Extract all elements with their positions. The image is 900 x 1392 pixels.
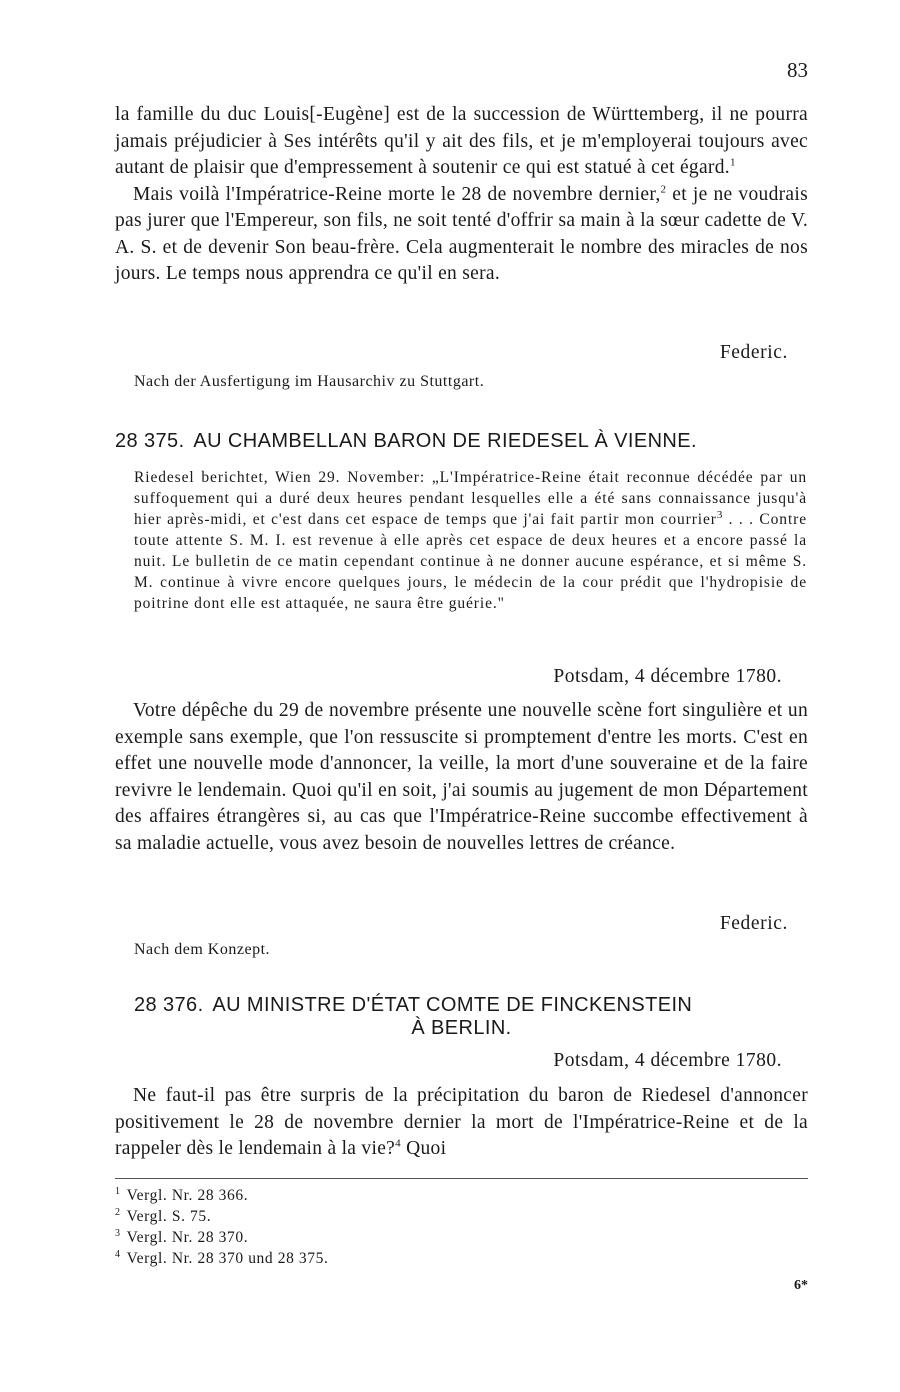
footnote-text: Vergl. Nr. 28 370 und 28 375. — [126, 1250, 329, 1267]
summary-text: Riedesel berichtet, Wien 29. November: „L'Impératrice-Reine était reconnue décédée par un suffoquement qui a duré deux heures pendant lesquelles elle a été sans connaissance jusqu'à hier après-midi, et c'est dans cet espace de temps que j'ai fait partir mon courrier — [134, 469, 807, 528]
page-number: 83 — [787, 58, 808, 82]
paragraph-text: Ne faut-il pas être surpris de la précipitation du baron de Riedesel d'annoncer positivement le 28 de novembre dernier la mort de l'Impératrice-Reine et de la rappeler dès le lendemain à la vie? — [115, 1085, 808, 1159]
footnote-text: Vergl. S. 75. — [126, 1208, 212, 1225]
report-summary — [134, 467, 807, 614]
paragraph — [115, 102, 808, 182]
letter-body — [115, 698, 808, 857]
letter-heading — [115, 994, 808, 1040]
footnote — [115, 1185, 328, 1206]
footnote-text: Vergl. Nr. 28 366. — [126, 1187, 249, 1204]
paragraph: Votre dépêche du 29 de novembre présente une nouvelle scène fort singulière et un exemple sans exemple, que l'on ressuscite si promptement d'entre les morts. C'est en effet une nouvelle mode d'annoncer, la veille, la mort d'une souveraine et de la faire revivre le lendemain. Quoi qu'il en soit, j'ai soumis au jugement de mon Département des affaires étrangères si, au cas que l'Impératrice-Reine succombe effectivement à sa maladie actuelle, vous avez besoin de nouvelles lettres de créance. — [115, 700, 808, 854]
paragraph — [115, 1083, 808, 1163]
signature: Federic. — [719, 913, 788, 934]
opening-text-block — [115, 102, 808, 288]
letter-title-line2: À BERLIN. — [411, 1017, 512, 1039]
summary-text: . . . Contre toute attente S. M. I. est revenue à elle après cet espace de deux heures et a encore passé la nuit. Le bulletin de ce matin cependant continue à ne donner aucune espérance, et si même S. M. continue à vivre encore quelques jours, le médecin de la cour prédit que l'hydropisie de poitrine dont elle est attaquée, ne saura être guérie." — [134, 511, 808, 612]
paragraph-text: la famille du duc Louis[-Eugène] est de la succession de Württemberg, il ne pourra jamais préjudicier à Ses intérêts qu'il y ait des fils, et je m'employerai toujours avec autant de plaisir que d'empressement à soutenir ce qui est statué à cet égard. — [115, 104, 808, 178]
footnote-ref: 4 — [395, 1137, 401, 1150]
footnote — [115, 1248, 328, 1269]
paragraph-text: Mais voilà l'Impératrice-Reine morte le 28 de novembre dernier, — [133, 183, 661, 205]
footnotes — [115, 1185, 328, 1269]
footnote — [115, 1227, 328, 1248]
printer-signature-mark: 6* — [794, 1278, 808, 1293]
footnote-mark: 1 — [115, 1185, 121, 1197]
letter-title: AU CHAMBELLAN BARON DE RIEDESEL À VIENNE. — [193, 430, 697, 452]
footnote-mark: 3 — [115, 1227, 121, 1239]
footnote — [115, 1206, 328, 1227]
letter-body — [115, 1083, 808, 1163]
footnote-ref: 2 — [660, 183, 667, 195]
footnote-text: Vergl. Nr. 28 370. — [126, 1229, 249, 1246]
footnote-divider — [115, 1178, 808, 1179]
letter-number: 28 376. — [134, 994, 204, 1016]
footnote-ref: 1 — [729, 156, 736, 169]
signature: Federic. — [719, 342, 788, 363]
paragraph — [115, 182, 808, 288]
paragraph-text: et je ne voudrais pas jurer que l'Empereur, son fils, ne soit tenté d'offrir sa main à la sœur cadette de V. A. S. et de devenir Son beau-frère. Cela augmenterait le nombre des miracles de nos jours. Le temps nous apprendra ce qu'il en sera. — [115, 183, 808, 284]
footnote-mark: 2 — [115, 1206, 121, 1218]
paragraph-text: Quoi — [400, 1138, 447, 1159]
letter-heading — [115, 430, 808, 453]
source-note: Nach der Ausfertigung im Hausarchiv zu Stuttgart. — [134, 373, 485, 390]
source-note: Nach dem Konzept. — [134, 941, 271, 958]
letter-number: 28 375. — [115, 430, 185, 452]
dateline: Potsdam, 4 décembre 1780. — [553, 1050, 782, 1071]
letter-title: AU MINISTRE D'ÉTAT COMTE DE FINCKENSTEIN — [212, 994, 693, 1016]
dateline: Potsdam, 4 décembre 1780. — [553, 666, 782, 687]
footnote-mark: 4 — [115, 1248, 121, 1260]
footnote-ref: 3 — [716, 508, 724, 521]
